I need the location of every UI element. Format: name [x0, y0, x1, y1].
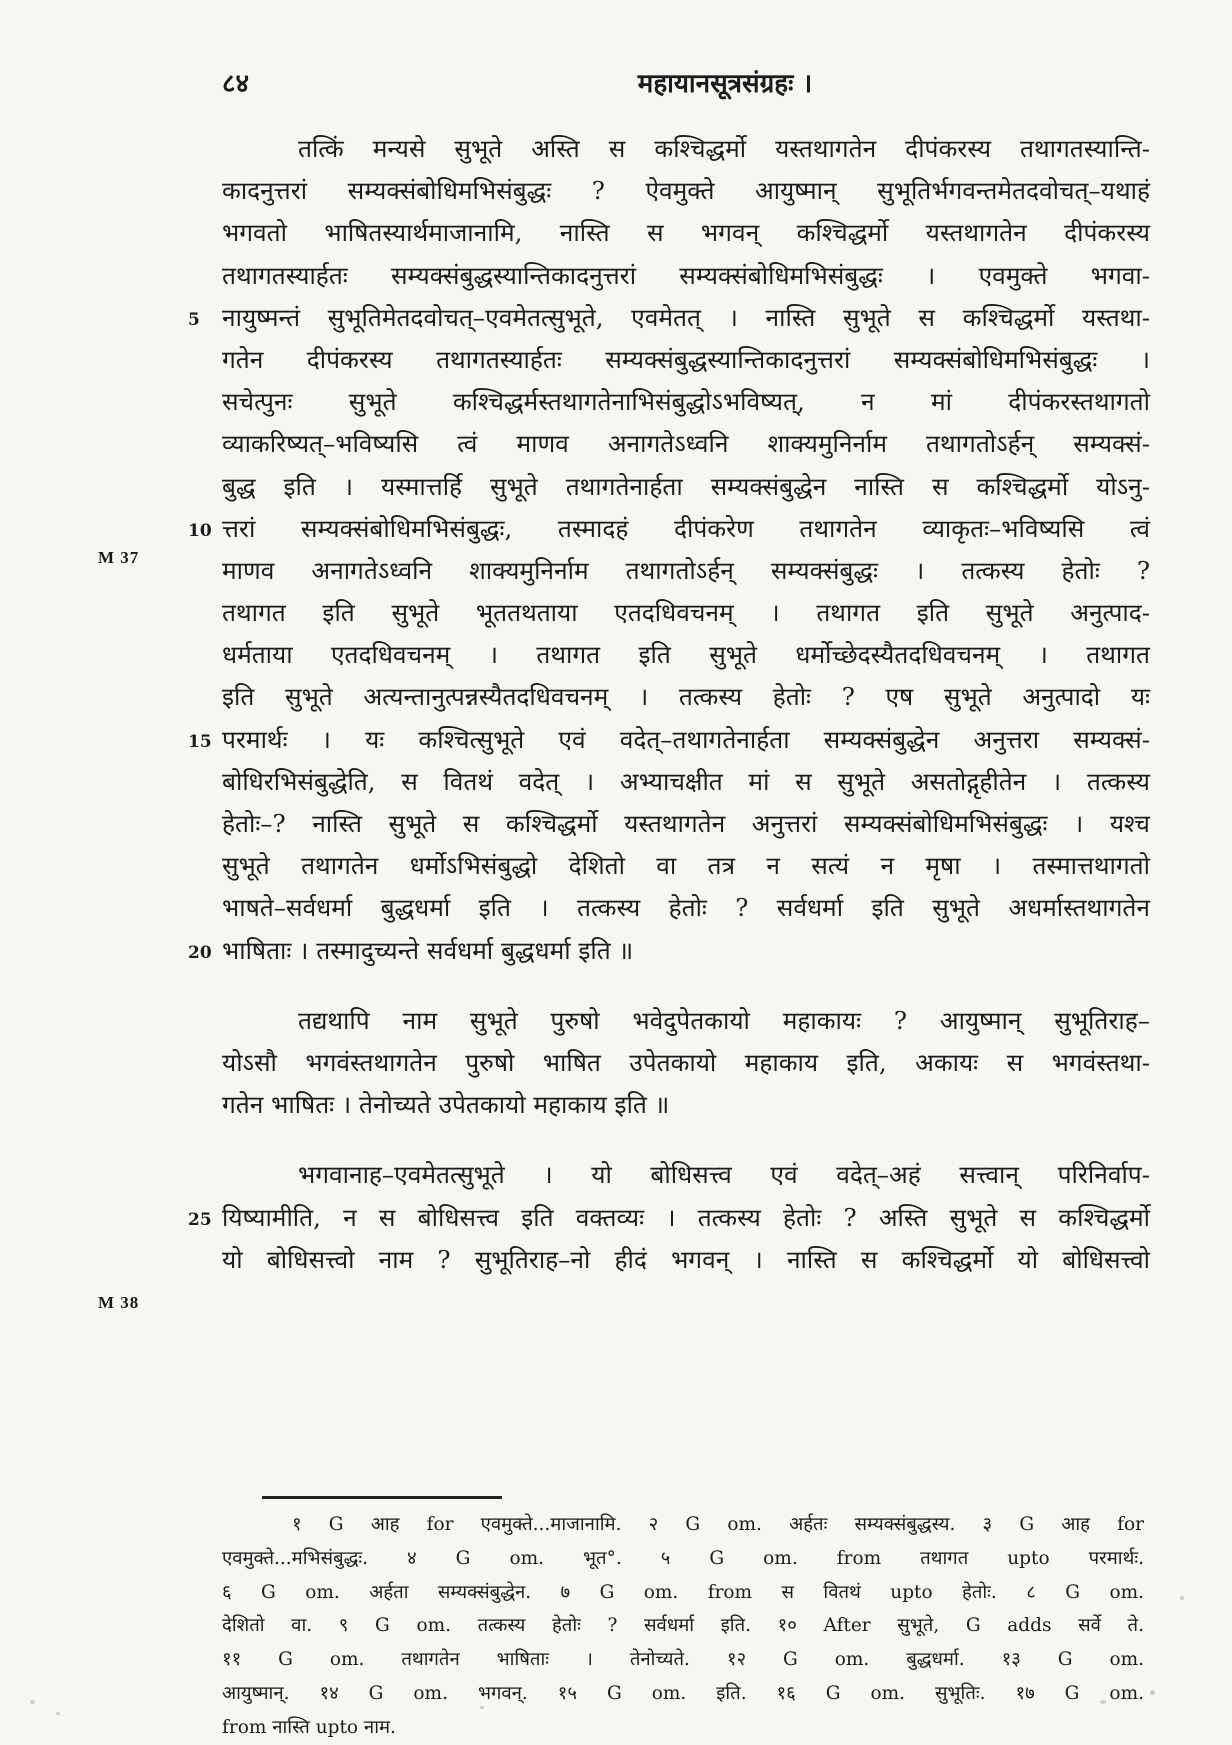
page-number: ८४ [222, 69, 250, 99]
text-line: तथागत इति सुभूते भूततथताया एतदधिवचनम् । तथागत इति सुभूते अनुत्पाद- [222, 598, 1150, 628]
text-line [188, 1197, 1150, 1239]
text-line: धर्मताया एतदधिवचनम् । तथागत इति सुभूते धर्मोच्छेदस्यैतदधिवचनम् । तथागत [222, 640, 1150, 670]
text-line: गतेन भाषितः । तेनोच्यते उपेतकायो महाकाय इति ॥ [222, 1090, 670, 1120]
footnote-line: आयुष्मान्. १४ G om. भगवन्. १५ G om. इति. १६ G om. सुभूतिः. १७ G om. [222, 1682, 1144, 1704]
footnote-rule [262, 1496, 502, 1499]
paper-speck [30, 1700, 35, 1704]
page-header [210, 64, 1140, 104]
text-line-content: भाषिताः । तस्मादुच्यन्ते सर्वधर्मा बुद्धधर्मा इति ॥ [222, 935, 634, 965]
text-line [188, 719, 1150, 761]
paper-speck [1150, 1690, 1155, 1695]
text-line: भगवतो भाषितस्यार्थमाजानामि, नास्ति स भगवन् कश्चिद्धर्मो यस्तथागतेन दीपंकरस्य [222, 218, 1150, 248]
text-line [188, 508, 1150, 550]
text-line: यो बोधिसत्त्वो नाम ? सुभूतिराह–नो हीदं भगवन् । नास्ति स कश्चिद्धर्मो यो बोधिसत्त्वो [222, 1244, 1150, 1274]
text-line: गतेन दीपंकरस्य तथागतस्यार्हतः सम्यक्संबुद्धस्यान्तिकादनुत्तरां सम्यक्संबोधिमभिसंबुद्धः । [222, 344, 1150, 374]
text-line: कादनुत्तरां सम्यक्संबोधिमभिसंबुद्धः ? ऐवमुक्ते आयुष्मान् सुभूतिर्भगवन्तमेतदवोचत्–यथाहं [222, 176, 1150, 206]
footnote-line: देशितो वा. ९ G om. तत्कस्य हेतोः ? सर्वधर्मा इति. १० After सुभूते, G adds सर्वे ते. [222, 1615, 1144, 1637]
footnote-line: ११ G om. तथागतेन भाषिताः । तेनोच्यते. १२ G om. बुद्धधर्मा. १३ G om. [222, 1649, 1144, 1671]
line-number: 15 [188, 731, 212, 752]
text-line-content: यिष्यामीति, न स बोधिसत्त्व इति वक्तव्यः । तत्कस्य हेतोः ? अस्ति सुभूते स कश्चिद्धर्मो [222, 1202, 1150, 1232]
text-line: भाषते–सर्वधर्मा बुद्धधर्मा इति । तत्कस्य हेतोः ? सर्वधर्मा इति सुभूते अधर्मास्तथागतेन [222, 893, 1150, 923]
text-line: तद्यथापि नाम सुभूते पुरुषो भवेदुपेतकायो महाकायः ? आयुष्मान् सुभूतिराह– [298, 1005, 1150, 1035]
paper-speck [56, 1712, 60, 1715]
text-line: भगवानाह–एवमेतत्सुभूते । यो बोधिसत्त्व एवं वदेत्–अहं सत्त्वान् परिनिर्वाप- [298, 1160, 1150, 1190]
paper-speck [1100, 1700, 1106, 1704]
line-number: 10 [188, 520, 212, 541]
text-line-content: नायुष्मन्तं सुभूतिमेतदवोचत्–एवमेतत्सुभूते, एवमेतत् । नास्ति सुभूते स कश्चिद्धर्मो यस्तथा- [222, 302, 1150, 332]
text-line-content: परमार्थः । यः कश्चित्सुभूते एवं वदेत्–तथागतेनार्हता सम्यक्संबुद्धेन अनुत्तरा सम्यक्सं- [222, 724, 1150, 754]
text-line: सुभूते तथागतेन धर्मोऽभिसंबुद्धो देशितो वा तत्र न सत्यं न मृषा । तस्मात्तथागतो [222, 851, 1150, 881]
line-number: 25 [188, 1209, 212, 1230]
text-line: तथागतस्यार्हतः सम्यक्संबुद्धस्यान्तिकादनुत्तरां सम्यक्संबोधिमभिसंबुद्धः । एवमुक्ते भगवा- [222, 260, 1150, 290]
running-title: महायानसूत्रसंग्रहः । [637, 69, 813, 99]
footnote-line: १ G आह for एवमुक्ते...माजानामि. २ G om. अर्हतः सम्यक्संबुद्धस्य. ३ G आह for [292, 1514, 1144, 1535]
paper-speck [1180, 1596, 1184, 1600]
text-line: बुद्ध इति । यस्मात्तर्हि सुभूते तथागतेनार्हता सम्यक्संबुद्धेन नास्ति स कश्चिद्धर्मो योऽनु- [222, 471, 1150, 501]
footnote-line: एवमुक्ते...मभिसंबुद्धः. ४ G om. भूत°. ५ G om. from तथागत upto परमार्थः. [222, 1547, 1144, 1569]
text-line-content: त्तरां सम्यक्संबोधिमभिसंबुद्धः, तस्मादहं दीपंकरेण तथागतेन व्याकृतः–भविष्यसि त्वं [222, 513, 1150, 543]
line-number: 20 [188, 942, 212, 963]
text-line: योऽसौ भगवंस्तथागतेन पुरुषो भाषित उपेतकायो महाकाय इति, अकायः स भगवंस्तथा- [222, 1047, 1150, 1077]
footnotes [222, 1508, 1144, 1745]
text-line: सचेत्पुनः सुभूते कश्चिद्धर्मस्तथागतेनाभिसंबुद्धोऽभविष्यत्, न मां दीपंकरस्तथागतो [222, 387, 1150, 417]
text-line: इति सुभूते अत्यन्तानुत्पन्नस्यैतदधिवचनम् । तत्कस्य हेतोः ? एष सुभूते अनुत्पादो यः [222, 682, 1150, 712]
paper-speck [480, 1706, 484, 1709]
main-text [188, 128, 1150, 1281]
text-line: हेतोः–? नास्ति सुभूते स कश्चिद्धर्मो यस्तथागतेन अनुत्तरां सम्यक्संबोधिमभिसंबुद्धः । यश्च [222, 809, 1150, 838]
text-line: बोधिरभिसंबुद्धेति, स वितथं वदेत् । अभ्याचक्षीत मां स सुभूते असतोद्गृहीतेन । तत्कस्य [222, 766, 1150, 796]
margin-reference-m37: M 37 [98, 548, 140, 567]
text-line [188, 930, 1150, 972]
text-line: व्याकरिष्यत्–भविष्यसि त्वं माणव अनागतेऽध्वनि शाक्यमुनिर्नाम तथागतोऽर्हन् सम्यक्सं- [222, 429, 1150, 459]
margin-reference-m38: M 38 [98, 1293, 140, 1312]
text-line: तत्किं मन्यसे सुभूते अस्ति स कश्चिद्धर्मो यस्तथागतेन दीपंकरस्य तथागतस्यान्ति- [298, 134, 1150, 163]
text-line [188, 297, 1150, 339]
text-line: माणव अनागतेऽध्वनि शाक्यमुनिर्नाम तथागतोऽर्हन् सम्यक्संबुद्धः । तत्कस्य हेतोः ? [222, 555, 1150, 585]
footnote-line: from नास्ति upto नाम. [222, 1716, 396, 1738]
footnote-line: ६ G om. अर्हता सम्यक्संबुद्धेन. ७ G om. from स वितथं upto हेतोः. ८ G om. [222, 1581, 1144, 1603]
line-number: 5 [188, 309, 200, 330]
